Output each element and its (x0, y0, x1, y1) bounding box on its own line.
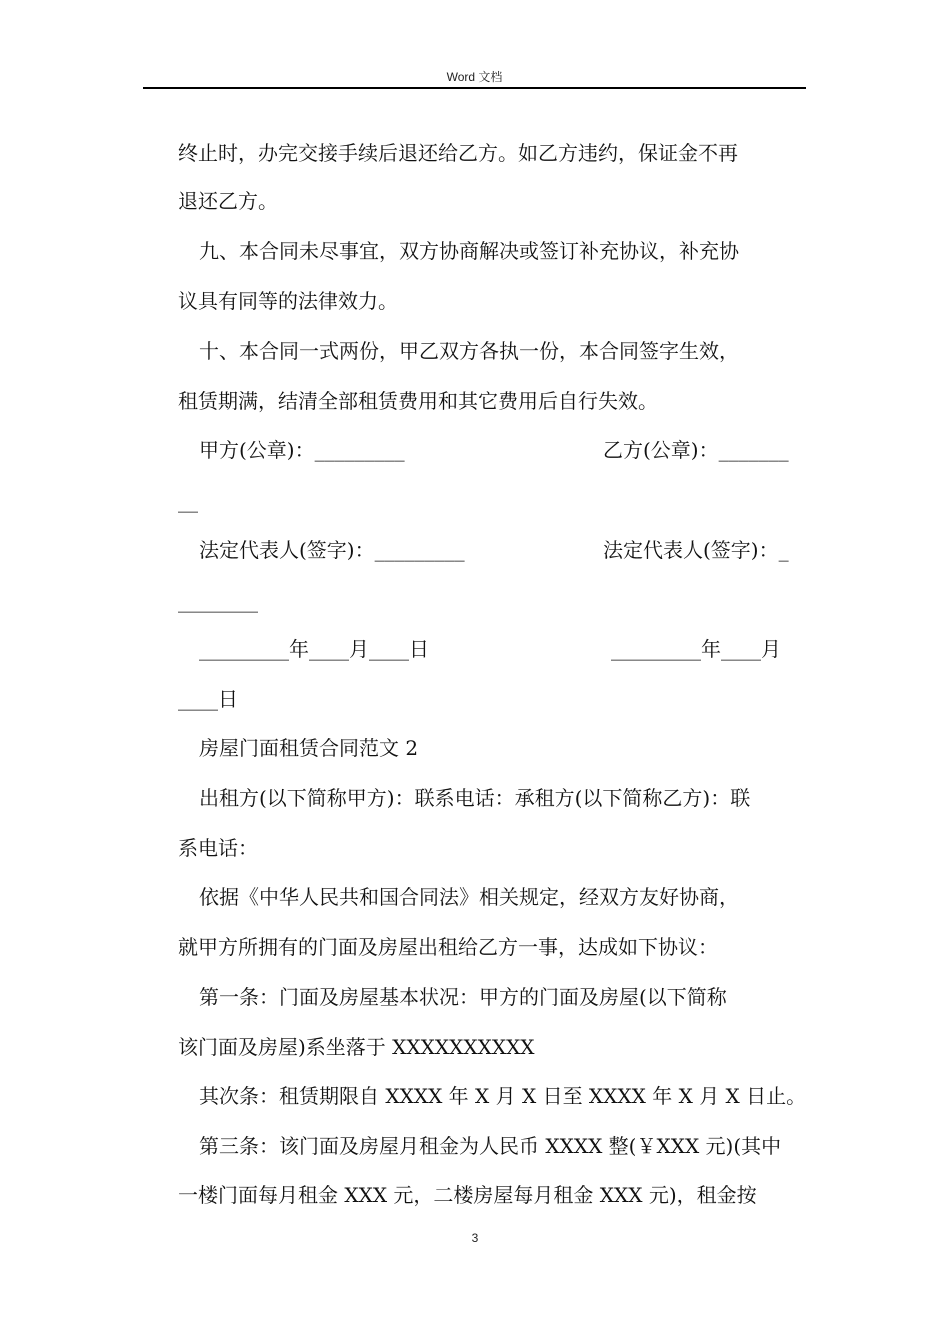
text-line: 九、本合同未尽事宜，双方协商解决或签订补充协议，补充协 (199, 239, 739, 263)
text-line: 一楼门面每月租金 XXX 元，二楼房屋每月租金 XXX 元)，租金按 (178, 1183, 757, 1207)
signature-party-b-rep: 法定代表人(签字)：_ (603, 538, 789, 562)
text-line: 其次条：租赁期限自 XXXX 年 X 月 X 日至 XXXX 年 X 月 X 日止。 (199, 1084, 807, 1108)
text-line: 第三条：该门面及房屋月租金为人民币 XXXX 整(￥XXX 元)(其中 (199, 1134, 782, 1158)
signature-party-b-seal: 乙方(公章)：_______ (603, 438, 789, 462)
signature-wrap: __ (178, 489, 198, 513)
text-line: 十、本合同一式两份，甲乙双方各执一份，本合同签字生效， (199, 339, 739, 363)
signature-wrap: ________ (178, 589, 258, 613)
date-party-a: _________年____月____日 (199, 637, 429, 661)
date-wrap: ____日 (178, 687, 238, 711)
text-line: 终止时，办完交接手续后退还给乙方。如乙方违约，保证金不再 (178, 141, 738, 165)
page-number: 3 (471, 1231, 479, 1245)
signature-party-a-rep: 法定代表人(签字)：_________ (199, 538, 465, 562)
text-line: 依据《中华人民共和国合同法》相关规定，经双方友好协商， (199, 885, 739, 909)
text-line: 出租方(以下简称甲方)：联系电话：承租方(以下简称乙方)：联 (199, 786, 751, 810)
header-divider (143, 87, 806, 89)
text-line: 系电话： (178, 836, 258, 860)
signature-party-a-seal: 甲方(公章)：_________ (199, 438, 405, 462)
text-line: 第一条：门面及房屋基本状况：甲方的门面及房屋(以下简称 (199, 985, 727, 1009)
text-line: 该门面及房屋)系坐落于 XXXXXXXXXX (178, 1035, 535, 1059)
text-line: 租赁期满，结清全部租赁费用和其它费用后自行失效。 (178, 389, 658, 413)
text-line: 退还乙方。 (178, 189, 278, 213)
date-party-b: _________年____月 (611, 637, 781, 661)
text-line: 议具有同等的法律效力。 (178, 289, 398, 313)
text-line: 就甲方所拥有的门面及房屋出租给乙方一事，达成如下协议： (178, 935, 718, 959)
page-header: Word 文档 (446, 70, 503, 84)
section-title: 房屋门面租赁合同范文 2 (199, 736, 419, 760)
